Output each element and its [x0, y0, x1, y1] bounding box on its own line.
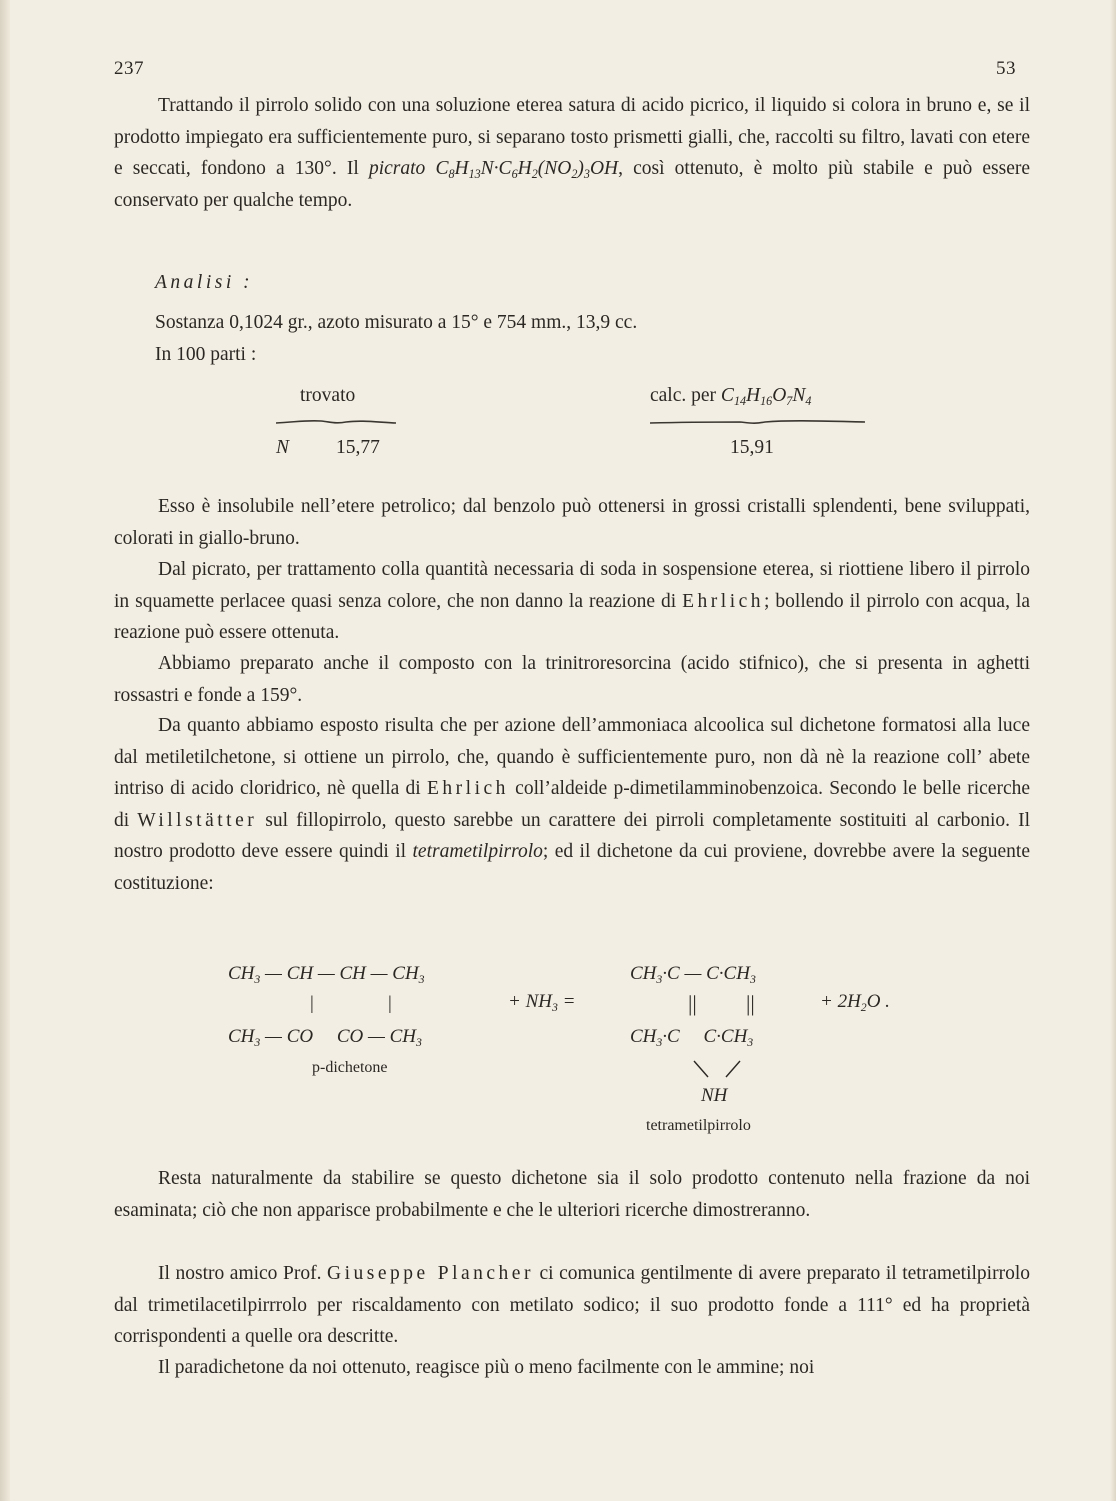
calc-value: 15,91 [730, 437, 774, 458]
page-number-left: 237 [114, 58, 144, 79]
pyrrole-bottom-row: $CH_3\cdot C$ $C\cdot CH_3$ [630, 1026, 754, 1050]
page-edge-shadow [1110, 0, 1116, 1501]
term-tetrametilpirrolo: tetrametilpirrolo [412, 841, 543, 862]
found-label: trovato [300, 385, 356, 406]
paragraph-remains: Resta naturalmente da stabilire se questo dichetone sia il solo prodotto contenuto nella frazione da noi esaminata; ciò che non apparisce probabilmente e che le ulteriori ricerche dimostreranno. [114, 1168, 1030, 1221]
paragraph-conclusion: Da quanto abbiamo esposto risulta che per azione dell’ammoniaca alcoolica sul dichetone formatosi alla luce dal metiletilchetone, si ottiene un pirrolo, che, quando è sufficientemente puro, non dà nè la reazione coll’ abete intriso di acido cloridrico, nè quella di Ehrlich coll’aldeide p-dimetilamminobenzoica. Secondo le belle ricerche di Willstätter sul fillopirrolo, questo sarebbe un carattere dei pirroli completamente sostituiti al carbonio. Il nostro prodotto deve essere quindi il tetrametilpirrolo; ed il dichetone da cui proviene, dovrebbe avere la seguente costituzione: [114, 715, 1031, 894]
analysis-parts: In 100 parti : [155, 344, 257, 365]
paragraph-styphnic: Abbiamo preparato anche il composto con la trinitroresorcina (acido stifnico), che si presenta in aghetti rossastri e fonde a 159°. [114, 653, 1030, 706]
paragraph-amines: Il paradichetone da noi ottenuto, reagisce più o meno facilmente con le ammine; noi [158, 1357, 815, 1378]
paragraph-solubility: Esso è insolubile nell’etere petrolico; dal benzolo può ottenersi in grossi cristalli splendenti, bene sviluppati, colorati in giallo-bruno. [114, 496, 1030, 549]
pyrrole-double-bond-right: || [746, 991, 755, 1016]
page-spine-shadow [0, 0, 10, 1501]
found-value: 15,77 [336, 437, 380, 458]
name-ehrlich-2: Ehrlich [427, 778, 509, 799]
pyrrole-top-row: $CH_3\cdot C$ — $C\cdot CH_3$ [630, 963, 756, 987]
name-plancher: Giuseppe Plancher [327, 1263, 534, 1284]
analysis-heading: Analisi : [155, 272, 254, 293]
dichetone-label: p-dichetone [312, 1059, 388, 1076]
pyrrole-double-bond-left: || [688, 991, 697, 1016]
found-rule [276, 419, 396, 425]
pyrrole-nitrogen-bonds [690, 1058, 750, 1080]
water-term: + $2H_2O$ . [820, 991, 890, 1015]
dichetone-bond-left: | [310, 993, 314, 1014]
pyrrole-nh: NH [701, 1085, 728, 1106]
dichetone-bond-right: | [388, 993, 392, 1014]
calc-rule [650, 419, 865, 425]
dichetone-top-row: $CH_3$ — CH — CH — $CH_3$ [228, 963, 425, 987]
ammonia-term: + $NH_3$ = [508, 991, 576, 1015]
paragraph-picrate: Trattando il pirrolo solido con una soluzione eterea satura di acido picrico, il liquido si colora in bruno e, se il prodotto impiegato era sufficientemente puro, si separano tosto prismetti gialli, che, raccolti su filtro, lavati con etere e seccati, fondono a 130°. Il picrato $C_8H_{13}N\cdot C_6H_2(NO_2)_3OH$, così ottenuto, è molto più stabile e può essere conservato per qualche tempo. [114, 95, 1031, 211]
dichetone-bottom-row: $CH_3$ — CO CO — $CH_3$ [228, 1026, 422, 1050]
term-picrato: picrato [368, 158, 426, 179]
analysis-sample: Sostanza 0,1024 gr., azoto misurato a 15° e 754 mm., 13,9 cc. [155, 312, 638, 333]
calc-label: calc. per $C_{14}H_{16}O_7N_4$ [650, 385, 812, 409]
pyrrole-label: tetrametilpirrolo [646, 1117, 751, 1134]
paragraph-plancher: Il nostro amico Prof. Giuseppe Plancher ci comunica gentilmente di avere preparato il tetrametilpirrolo dal trimetilacetilpirrrolo per riscaldamento con metilato sodico; il suo prodotto fonde a 111° ed ha proprietà corrispondenti a quelle ora descritte. [114, 1263, 1030, 1347]
page-number-right: 53 [996, 58, 1016, 79]
paragraph-free-pyrrole: Dal picrato, per trattamento colla quantità necessaria di soda in sospensione eterea, si riottiene libero il pirrolo in squamette perlacee quasi senza colore, che non danno la reazione di Ehrlich; bollendo il pirrolo con acqua, la reazione può essere ottenuta. [114, 559, 1030, 643]
formula-picrate: $C_8H_{13}N\cdot C_6H_2(NO_2)_3OH$ [435, 158, 619, 182]
name-willstatter: Willstätter [137, 809, 258, 831]
name-ehrlich: Ehrlich [682, 590, 765, 612]
element-symbol: N [276, 437, 290, 458]
formula-calc: $C_{14}H_{16}O_7N_4$ [720, 385, 812, 409]
